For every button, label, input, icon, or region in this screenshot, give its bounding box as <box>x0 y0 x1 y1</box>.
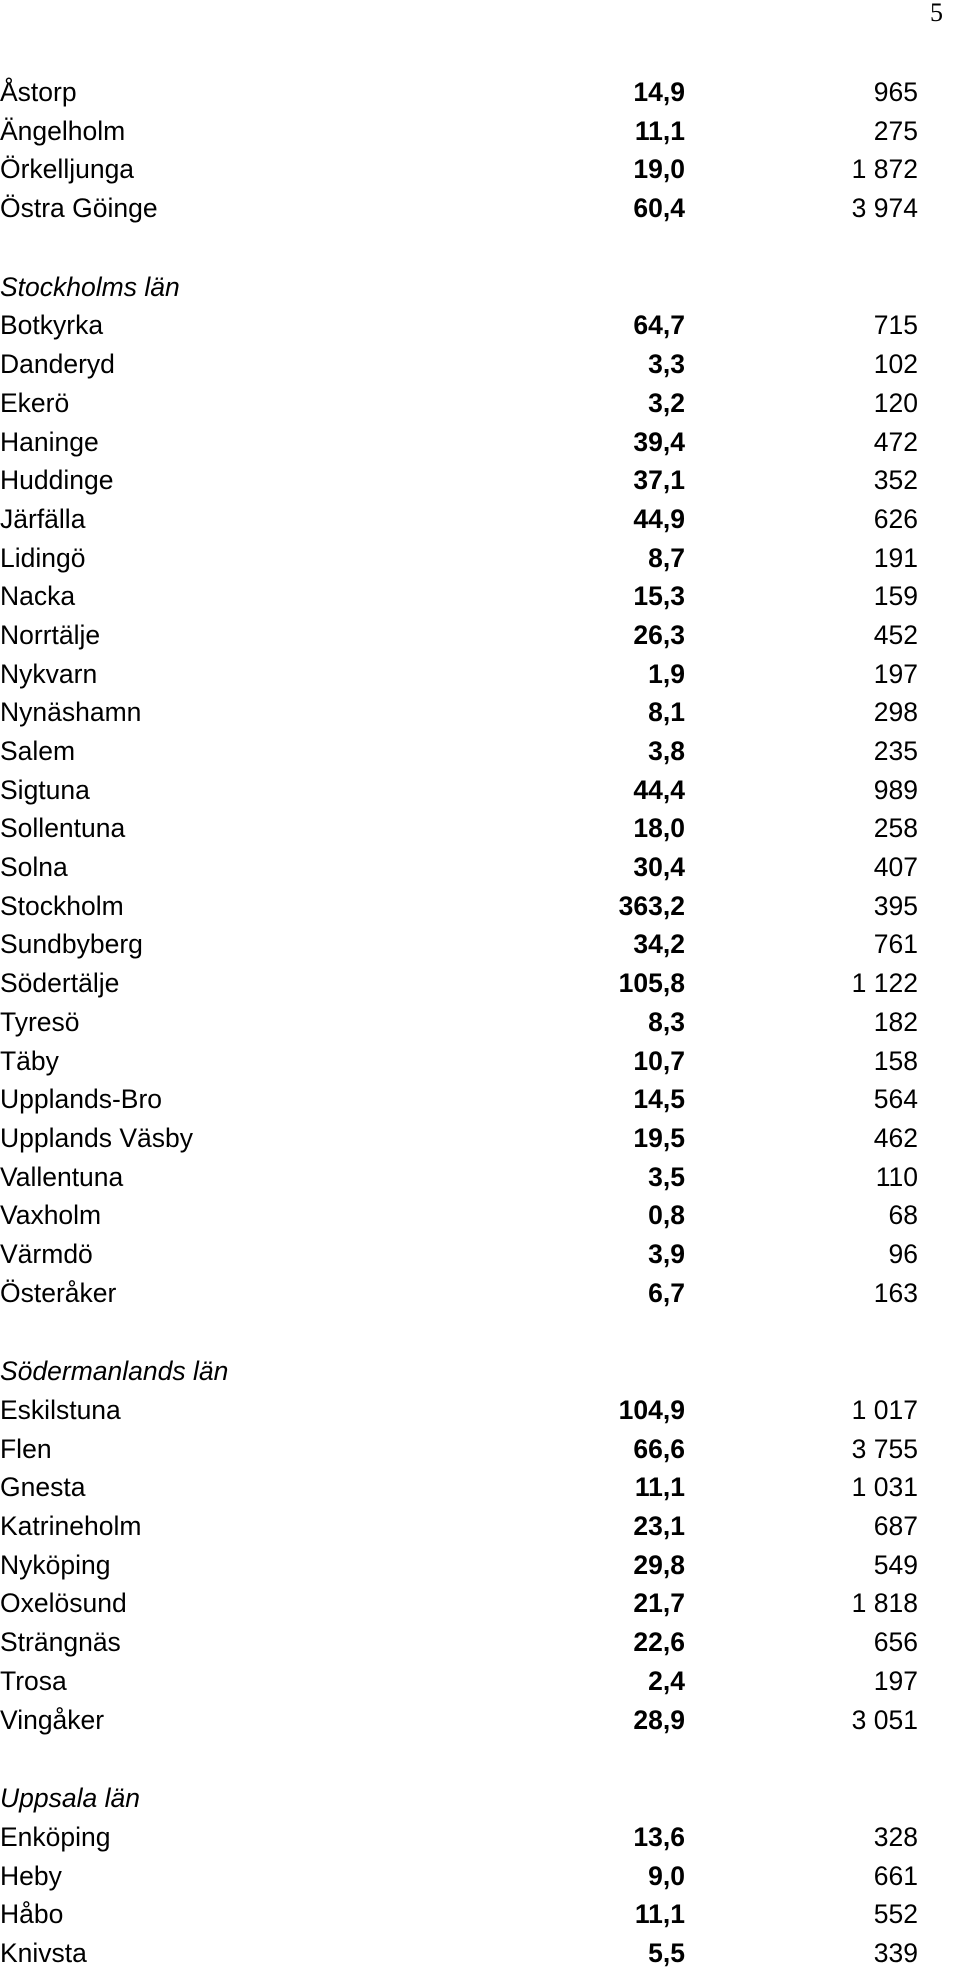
area-value: 3,5 <box>648 1161 685 1192</box>
municipality-name: Stockholm <box>0 890 124 921</box>
area-value: 66,6 <box>633 1433 685 1464</box>
area-value: 11,1 <box>634 115 685 146</box>
count-value: 258 <box>873 813 918 844</box>
municipality-name: Åstorp <box>0 77 77 107</box>
section-header: Södermanlands län <box>0 1356 229 1387</box>
count-value: 1 017 <box>851 1395 918 1425</box>
count-value: 182 <box>873 1006 918 1037</box>
count-value: 163 <box>873 1277 918 1308</box>
municipality-name: Trosa <box>0 1665 67 1696</box>
municipality-name: Södertälje <box>0 968 120 999</box>
page-number: 5 <box>930 0 943 27</box>
area-value: 11,1 <box>634 1472 685 1503</box>
municipality-name: Vaxholm <box>0 1200 102 1231</box>
area-value: 8,3 <box>648 1006 685 1037</box>
count-value: 3 755 <box>851 1433 918 1464</box>
municipality-name: Botkyrka <box>0 310 104 341</box>
area-value: 14,5 <box>633 1084 685 1115</box>
count-value: 275 <box>873 115 918 146</box>
table-row <box>0 1895 920 1934</box>
area-value: 11,1 <box>634 1899 685 1930</box>
area-value: 29,8 <box>633 1549 685 1580</box>
municipality-table <box>0 73 920 1973</box>
municipality-name: Ekerö <box>0 387 70 418</box>
table-row <box>0 1584 920 1623</box>
table-row <box>0 1119 920 1158</box>
table-row <box>0 1701 920 1740</box>
table-row <box>0 1857 920 1896</box>
count-value: 339 <box>873 1937 918 1968</box>
area-value: 30,4 <box>633 852 685 883</box>
count-value: 197 <box>873 658 918 689</box>
municipality-name: Sollentuna <box>0 813 126 844</box>
table-row <box>0 1042 920 1081</box>
area-value: 8,1 <box>648 697 685 728</box>
table-row <box>0 500 920 539</box>
area-value: 13,6 <box>633 1821 685 1852</box>
municipality-name: Nynäshamn <box>0 697 142 728</box>
section-gap <box>0 1739 920 1779</box>
municipality-name: Vingåker <box>0 1704 105 1735</box>
area-value: 15,3 <box>633 581 685 612</box>
area-value: 363,2 <box>618 890 685 921</box>
area-value: 5,5 <box>648 1937 685 1968</box>
municipality-name: Norrtälje <box>0 619 101 650</box>
area-value: 10,7 <box>633 1045 685 1076</box>
count-value: 687 <box>873 1511 918 1542</box>
municipality-name: Vallentuna <box>0 1161 124 1192</box>
area-value: 105,8 <box>618 968 685 999</box>
table-row <box>0 1196 920 1235</box>
count-value: 191 <box>873 542 918 573</box>
count-value: 552 <box>873 1899 918 1930</box>
count-value: 352 <box>873 465 918 496</box>
area-value: 44,9 <box>633 503 685 534</box>
municipality-name: Heby <box>0 1860 62 1891</box>
table-row <box>0 73 920 112</box>
municipality-name: Värmdö <box>0 1238 93 1269</box>
count-value: 656 <box>873 1627 918 1658</box>
table-row <box>0 964 920 1003</box>
count-value: 158 <box>873 1045 918 1076</box>
table-row <box>0 693 920 732</box>
count-value: 452 <box>873 619 918 650</box>
table-row <box>0 771 920 810</box>
area-value: 21,7 <box>633 1588 685 1619</box>
area-value: 28,9 <box>633 1704 685 1735</box>
section-gap <box>0 228 920 268</box>
table-row <box>0 345 920 384</box>
count-value: 407 <box>873 852 918 883</box>
table-row <box>0 1158 920 1197</box>
table-row <box>0 655 920 694</box>
area-value: 19,0 <box>633 154 685 185</box>
section-header: Stockholms län <box>0 271 180 302</box>
municipality-name: Östra Göinge <box>0 193 158 224</box>
municipality-name: Ängelholm <box>0 115 126 146</box>
table-row <box>0 809 920 848</box>
area-value: 19,5 <box>633 1122 685 1153</box>
table-row <box>0 848 920 887</box>
count-value: 549 <box>873 1549 918 1580</box>
count-value: 965 <box>873 77 918 107</box>
table-row <box>0 1468 920 1507</box>
table-row <box>0 1662 920 1701</box>
table-row <box>0 1507 920 1546</box>
count-value: 989 <box>873 774 918 805</box>
municipality-name: Flen <box>0 1433 52 1464</box>
area-value: 8,7 <box>648 542 685 573</box>
count-value: 197 <box>873 1665 918 1696</box>
area-value: 2,4 <box>648 1665 685 1696</box>
area-value: 3,8 <box>648 736 685 766</box>
area-value: 39,4 <box>633 426 685 457</box>
count-value: 564 <box>873 1084 918 1115</box>
municipality-name: Enköping <box>0 1821 111 1852</box>
count-value: 626 <box>873 503 918 534</box>
municipality-name: Österåker <box>0 1277 117 1308</box>
table-row <box>0 925 920 964</box>
table-row <box>0 306 920 345</box>
count-value: 472 <box>873 426 918 457</box>
municipality-name: Solna <box>0 852 68 883</box>
municipality-name: Sundbyberg <box>0 929 143 960</box>
table-row <box>0 1546 920 1585</box>
table-row <box>0 732 920 771</box>
count-value: 68 <box>888 1200 918 1231</box>
municipality-name: Nyköping <box>0 1549 111 1580</box>
section-header: Uppsala län <box>0 1783 140 1814</box>
count-value: 462 <box>873 1122 918 1153</box>
municipality-name: Lidingö <box>0 542 86 573</box>
count-value: 102 <box>873 349 918 380</box>
area-value: 34,2 <box>633 929 685 960</box>
area-value: 60,4 <box>633 193 685 224</box>
municipality-name: Järfälla <box>0 503 86 534</box>
municipality-name: Gnesta <box>0 1472 86 1503</box>
municipality-name: Örkelljunga <box>0 154 135 185</box>
area-value: 26,3 <box>633 619 685 650</box>
table-row <box>0 1818 920 1857</box>
municipality-name: Upplands-Bro <box>0 1084 163 1115</box>
area-value: 18,0 <box>633 813 685 844</box>
municipality-name: Sigtuna <box>0 774 90 805</box>
municipality-name: Håbo <box>0 1899 64 1930</box>
municipality-name: Huddinge <box>0 465 114 496</box>
area-value: 3,9 <box>648 1238 685 1269</box>
area-value: 0,8 <box>648 1200 685 1231</box>
area-value: 23,1 <box>633 1511 685 1542</box>
count-value: 1 818 <box>851 1588 918 1619</box>
municipality-name: Haninge <box>0 426 99 457</box>
table-row <box>0 539 920 578</box>
municipality-name: Knivsta <box>0 1937 87 1968</box>
count-value: 110 <box>875 1161 918 1192</box>
section-gap <box>0 1312 920 1352</box>
count-value: 761 <box>873 929 918 960</box>
count-value: 661 <box>873 1860 918 1891</box>
table-row <box>0 384 920 423</box>
area-value: 14,9 <box>633 77 685 107</box>
table-row <box>0 423 920 462</box>
area-value: 44,4 <box>633 774 685 805</box>
municipality-name: Tyresö <box>0 1006 80 1037</box>
municipality-name: Katrineholm <box>0 1511 142 1542</box>
municipality-name: Salem <box>0 736 76 766</box>
table-row <box>0 189 920 228</box>
table-row <box>0 1623 920 1662</box>
count-value: 1 872 <box>851 154 918 185</box>
count-value: 3 051 <box>851 1704 918 1735</box>
table-row <box>0 616 920 655</box>
area-value: 64,7 <box>633 310 685 341</box>
count-value: 395 <box>873 890 918 921</box>
count-value: 298 <box>873 697 918 728</box>
table-row <box>0 1430 920 1469</box>
municipality-name: Eskilstuna <box>0 1395 121 1425</box>
municipality-name: Upplands Väsby <box>0 1122 193 1153</box>
table-row <box>0 1274 920 1313</box>
table-row <box>0 1934 920 1973</box>
count-value: 1 031 <box>851 1472 918 1503</box>
table-row <box>0 150 920 189</box>
count-value: 235 <box>873 736 918 766</box>
area-value: 104,9 <box>618 1395 685 1425</box>
municipality-name: Strängnäs <box>0 1627 121 1658</box>
table-row <box>0 461 920 500</box>
table-row <box>0 1080 920 1119</box>
table-row <box>0 887 920 926</box>
count-value: 96 <box>888 1238 918 1269</box>
table-row <box>0 1003 920 1042</box>
area-value: 9,0 <box>648 1860 685 1891</box>
area-value: 3,3 <box>648 349 685 380</box>
municipality-name: Danderyd <box>0 349 115 380</box>
table-row <box>0 112 920 151</box>
area-value: 1,9 <box>648 658 685 689</box>
area-value: 3,2 <box>648 387 685 418</box>
count-value: 715 <box>873 310 918 341</box>
area-value: 37,1 <box>633 465 685 496</box>
municipality-name: Nykvarn <box>0 658 98 689</box>
count-value: 120 <box>873 387 918 418</box>
table-row <box>0 577 920 616</box>
count-value: 328 <box>873 1821 918 1852</box>
municipality-name: Täby <box>0 1045 59 1076</box>
municipality-name: Nacka <box>0 581 76 612</box>
table-row <box>0 1391 920 1430</box>
area-value: 6,7 <box>648 1277 685 1308</box>
count-value: 159 <box>873 581 918 612</box>
municipality-name: Oxelösund <box>0 1588 127 1619</box>
count-value: 1 122 <box>851 968 918 999</box>
area-value: 22,6 <box>633 1627 685 1658</box>
table-row <box>0 1235 920 1274</box>
count-value: 3 974 <box>851 193 918 224</box>
